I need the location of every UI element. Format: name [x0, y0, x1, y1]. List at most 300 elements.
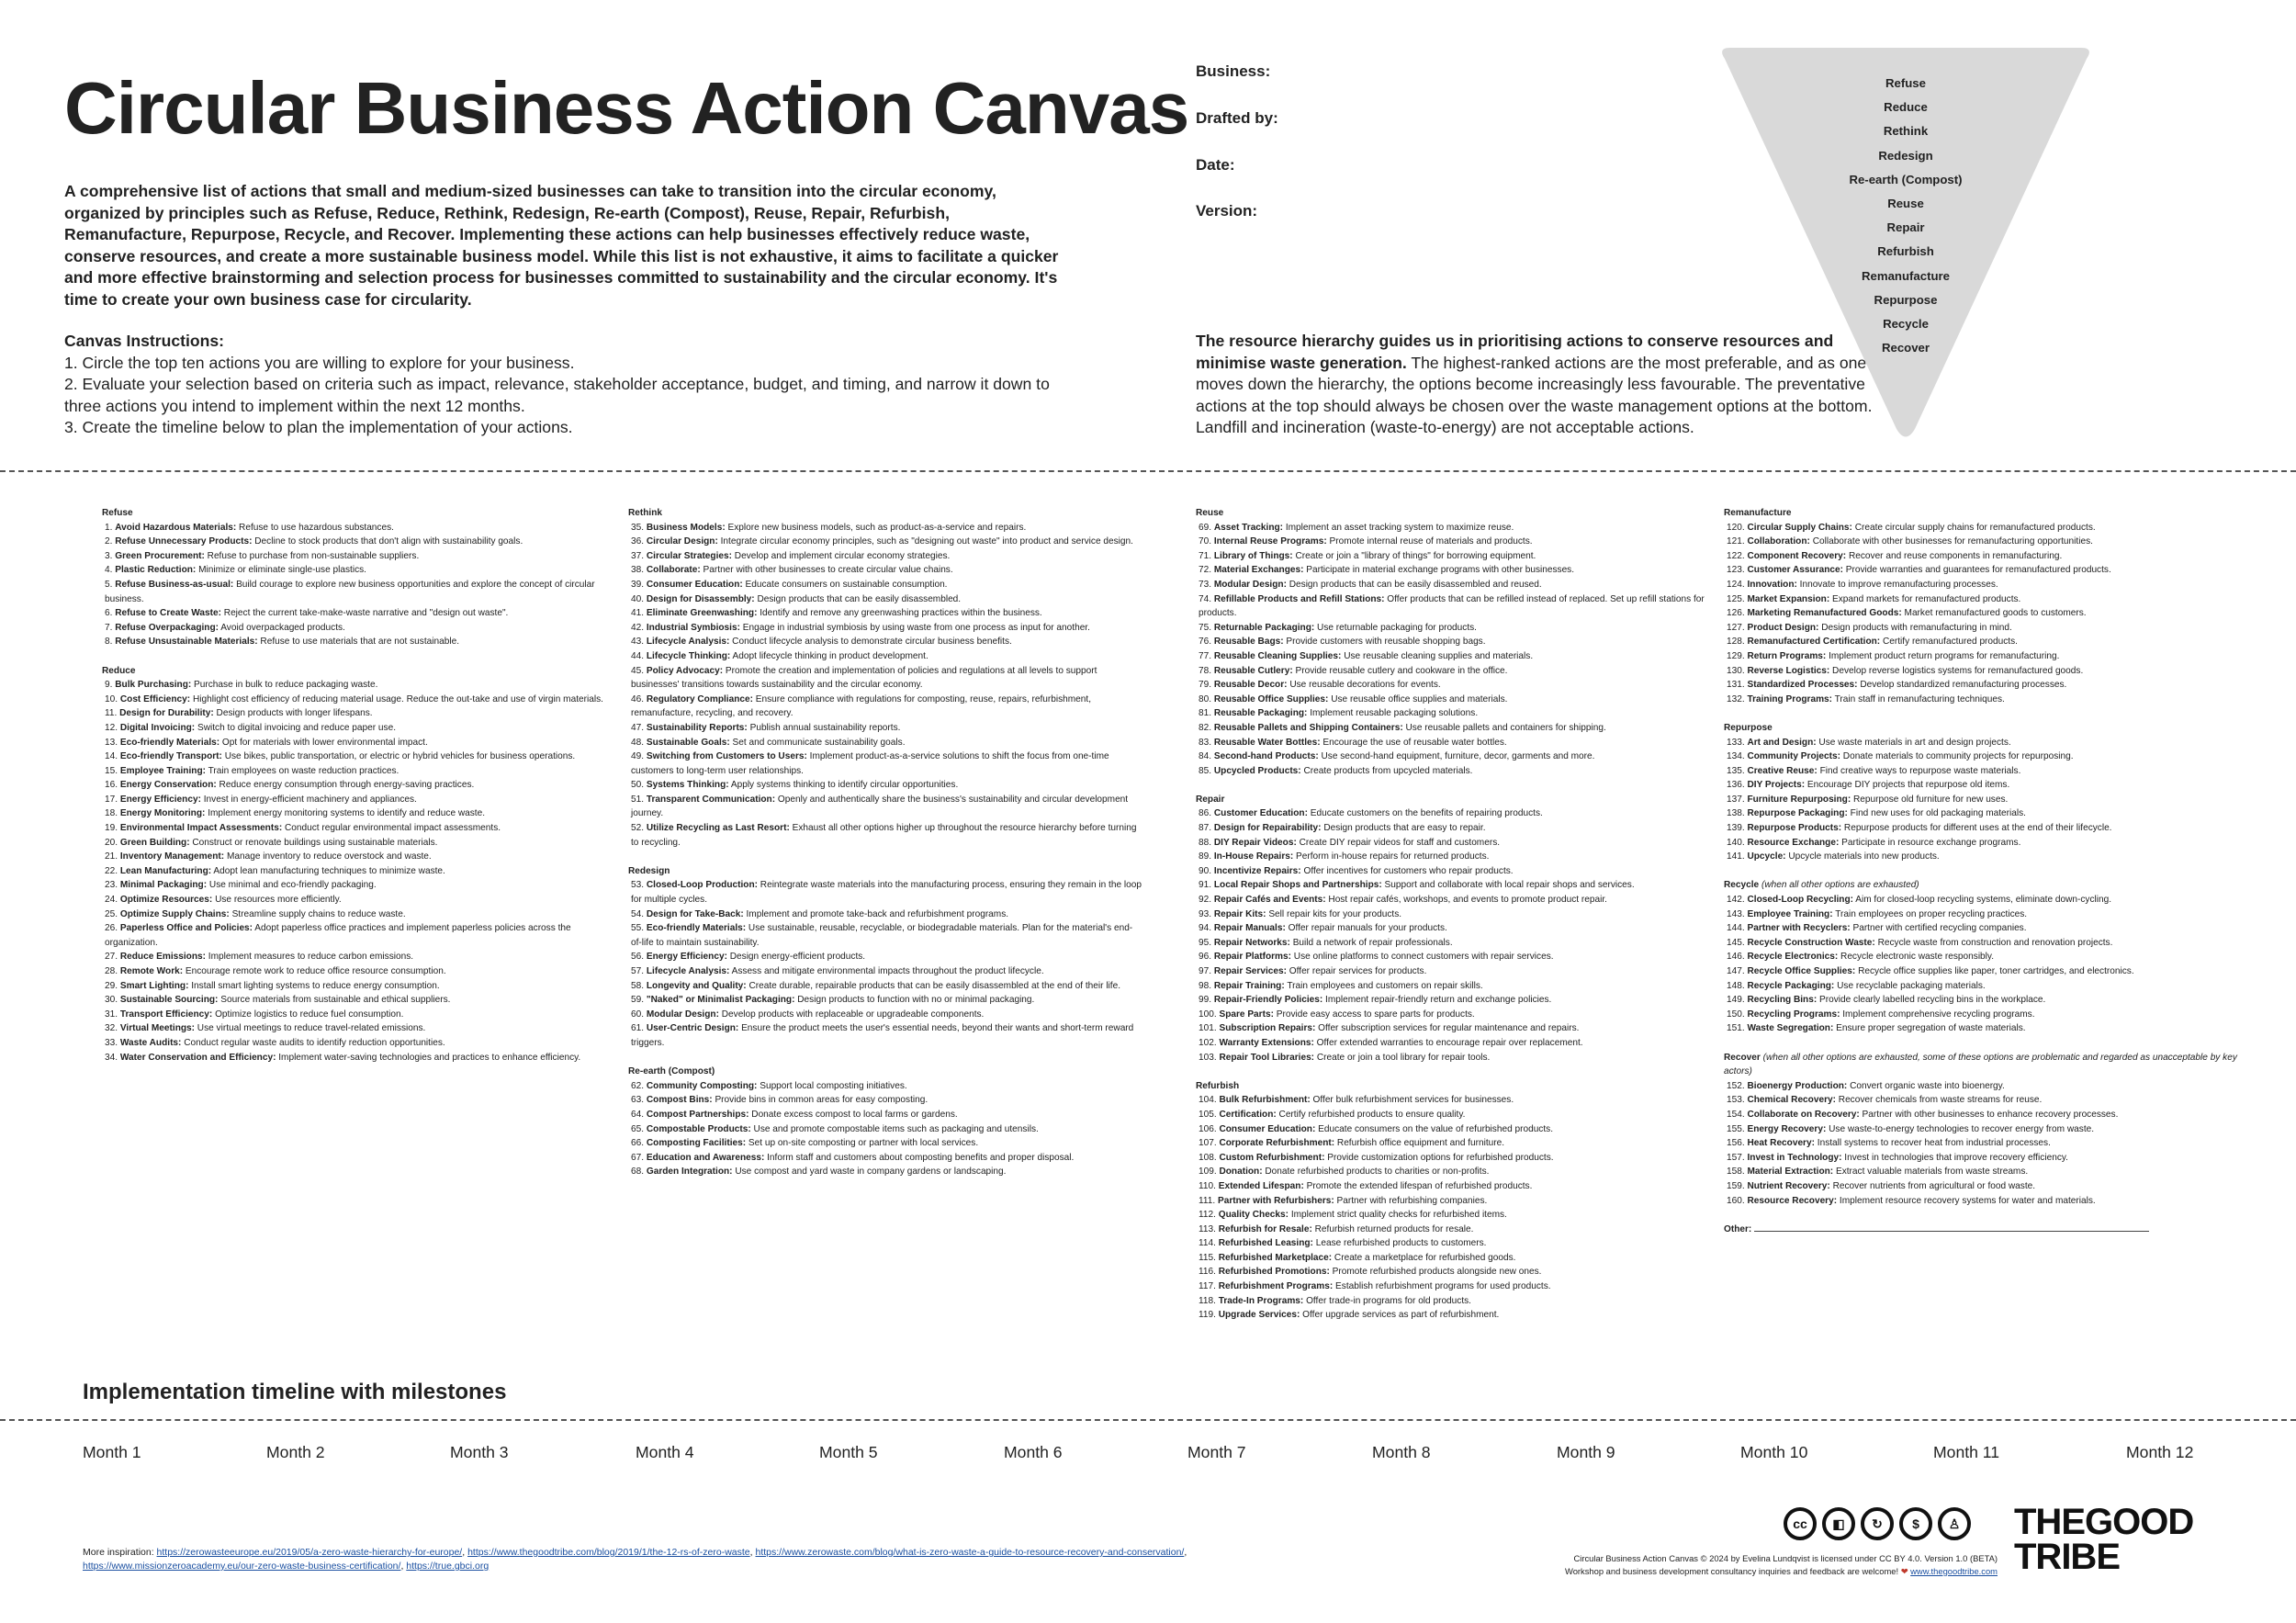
hierarchy-level: Refurbish: [1877, 244, 1934, 259]
action-item[interactable]: [1196, 1194, 1710, 1209]
action-item[interactable]: [628, 521, 1142, 535]
action-description: Ensure compliance with regulations for composting, reuse, repairs, refurbishment, remanufacture, recycling, and recovery.: [631, 693, 1092, 719]
action-item[interactable]: [1724, 950, 2238, 964]
section-title: Rethink: [628, 508, 663, 518]
action-number: 83.: [1199, 737, 1212, 748]
action-item[interactable]: [628, 993, 1142, 1008]
action-item[interactable]: [1196, 893, 1710, 907]
action-item[interactable]: [1196, 1151, 1710, 1166]
action-number: 113.: [1199, 1223, 1216, 1234]
action-item[interactable]: [102, 921, 616, 950]
action-name: User-Centric Design:: [646, 1023, 739, 1034]
action-item[interactable]: [1724, 979, 2238, 994]
action-description: Use waste materials in art and design projects.: [1816, 737, 2011, 748]
action-item[interactable]: [628, 592, 1142, 607]
action-item[interactable]: [1196, 821, 1710, 836]
action-item[interactable]: [628, 606, 1142, 621]
section-title: Reduce: [102, 665, 136, 676]
action-item[interactable]: [102, 864, 616, 879]
action-item[interactable]: [1196, 1021, 1710, 1036]
action-item[interactable]: [628, 1122, 1142, 1137]
section-gap: [1196, 1065, 1710, 1079]
action-item[interactable]: [1196, 1008, 1710, 1022]
action-item[interactable]: [1196, 621, 1710, 636]
business-label: Business:: [1196, 62, 1271, 80]
action-item[interactable]: [1196, 736, 1710, 750]
action-item[interactable]: [1196, 563, 1710, 578]
website-link[interactable]: www.thegoodtribe.com: [1910, 1565, 1998, 1576]
action-item[interactable]: [1196, 993, 1710, 1008]
action-number: 64.: [631, 1109, 645, 1120]
action-item[interactable]: [1724, 1136, 2238, 1151]
action-item[interactable]: [1196, 1036, 1710, 1051]
action-name: Virtual Meetings:: [119, 1023, 195, 1034]
action-item[interactable]: [1196, 1051, 1710, 1065]
action-item[interactable]: [1196, 1294, 1710, 1309]
action-description: Convert organic waste into bioenergy.: [1847, 1080, 2005, 1091]
action-item[interactable]: [102, 821, 616, 836]
action-item[interactable]: [1724, 806, 2238, 821]
action-number: 15.: [105, 765, 118, 776]
section-heading: [1724, 721, 2238, 736]
action-item[interactable]: [1724, 1079, 2238, 1094]
instruction-step: 2. Evaluate your selection based on criteria such as impact, relevance, stakeholder acceptance, budget, and timing, and narrow it down to three actions you intend to implement within the next 12 months.: [64, 375, 1050, 415]
action-description: Partner with other businesses to create circular value chains.: [700, 565, 953, 576]
action-description: Use online platforms to connect customers with repair services.: [1291, 952, 1554, 963]
action-item[interactable]: [1724, 693, 2238, 707]
action-item[interactable]: [1724, 1021, 2238, 1036]
action-item[interactable]: [102, 693, 616, 707]
action-item[interactable]: [1724, 678, 2238, 693]
action-name: Repair Networks:: [1213, 937, 1290, 948]
action-item[interactable]: [1196, 1093, 1710, 1108]
action-name: Refuse Business-as-usual:: [115, 579, 234, 590]
action-number: 48.: [631, 737, 645, 748]
more-inspiration-label: More inspiration:: [83, 1547, 157, 1558]
action-item[interactable]: [102, 1021, 616, 1036]
action-item[interactable]: [1196, 521, 1710, 535]
action-name: Eliminate Greenwashing:: [646, 608, 758, 619]
action-item[interactable]: [628, 793, 1142, 821]
action-item[interactable]: [1196, 979, 1710, 994]
action-number: 65.: [631, 1123, 645, 1134]
action-item[interactable]: [1196, 721, 1710, 736]
action-number: 8.: [105, 637, 113, 648]
action-item[interactable]: [1196, 635, 1710, 649]
action-number: 140.: [1727, 837, 1745, 848]
action-number: 42.: [631, 622, 645, 633]
action-item[interactable]: [102, 1008, 616, 1022]
action-item[interactable]: [628, 821, 1142, 850]
timeline-title: Implementation timeline with milestones: [83, 1380, 507, 1404]
action-item[interactable]: [102, 979, 616, 994]
action-item[interactable]: [102, 993, 616, 1008]
action-item[interactable]: [628, 736, 1142, 750]
action-number: 21.: [105, 851, 118, 862]
action-item[interactable]: [1724, 664, 2238, 679]
other-input-line[interactable]: [1754, 1223, 2149, 1232]
action-item[interactable]: [628, 878, 1142, 907]
action-number: 69.: [1199, 522, 1212, 533]
timeline-month: Month 6: [1004, 1443, 1063, 1461]
action-name: Resource Recovery:: [1747, 1195, 1838, 1206]
action-item[interactable]: [102, 606, 616, 621]
action-item[interactable]: [1724, 592, 2238, 607]
action-number: 5.: [105, 579, 113, 590]
action-item[interactable]: [628, 1093, 1142, 1108]
action-item[interactable]: [102, 850, 616, 864]
action-item[interactable]: [1724, 635, 2238, 649]
action-item[interactable]: [1724, 1151, 2238, 1166]
action-item[interactable]: [102, 621, 616, 636]
action-item[interactable]: [1724, 1179, 2238, 1194]
footer-link[interactable]: https://zerowasteeurope.eu/2019/05/a-zero-waste-hierarchy-for-europe/: [156, 1547, 463, 1558]
action-name: Business Models:: [646, 522, 726, 533]
action-name: Customer Assurance:: [1747, 565, 1843, 576]
action-item[interactable]: [628, 621, 1142, 636]
action-name: Design for Repairability:: [1213, 823, 1322, 834]
action-item[interactable]: [1724, 964, 2238, 979]
action-description: Adopt paperless office practices and implement paperless policies across the organization.: [105, 923, 571, 948]
action-item[interactable]: [1196, 706, 1710, 721]
action-item[interactable]: [102, 950, 616, 964]
action-number: 32.: [105, 1023, 118, 1034]
action-item[interactable]: [1196, 950, 1710, 964]
timeline-month: Month 3: [450, 1443, 509, 1461]
action-item[interactable]: [102, 549, 616, 564]
action-description: Implement an asset tracking system to maximize reuse.: [1283, 522, 1514, 533]
action-item[interactable]: [1196, 1223, 1710, 1237]
action-number: 144.: [1727, 923, 1745, 934]
hierarchy-level: Repurpose: [1874, 292, 1938, 307]
action-item[interactable]: [1724, 1194, 2238, 1209]
action-item[interactable]: [628, 964, 1142, 979]
action-item[interactable]: [628, 1079, 1142, 1094]
action-number: 101.: [1199, 1023, 1217, 1034]
action-item[interactable]: [1724, 1008, 2238, 1022]
action-item[interactable]: [1196, 750, 1710, 764]
action-item[interactable]: [1196, 936, 1710, 951]
action-description: Educate consumers on the value of refurbished products.: [1315, 1123, 1554, 1134]
action-item[interactable]: [1724, 563, 2238, 578]
action-item[interactable]: [1196, 850, 1710, 864]
action-number: 135.: [1727, 765, 1745, 776]
action-item[interactable]: [1196, 693, 1710, 707]
action-item[interactable]: [1724, 850, 2238, 864]
action-name: Employee Training:: [119, 765, 206, 776]
nc-icon: $: [1899, 1507, 1932, 1540]
action-number: 127.: [1727, 622, 1745, 633]
action-item[interactable]: [1196, 592, 1710, 621]
action-description: Refuse to use hazardous substances.: [236, 522, 394, 533]
action-item[interactable]: [1724, 764, 2238, 779]
action-item[interactable]: [1196, 864, 1710, 879]
action-name: Creative Reuse:: [1747, 765, 1818, 776]
action-name: Sustainable Goals:: [646, 737, 730, 748]
action-item[interactable]: [1724, 893, 2238, 907]
action-name: "Naked" or Minimalist Packaging:: [646, 995, 795, 1006]
action-name: Refurbishment Programs:: [1218, 1281, 1334, 1292]
action-item[interactable]: [1196, 578, 1710, 592]
action-item[interactable]: [102, 635, 616, 649]
action-item[interactable]: [628, 721, 1142, 736]
timeline-month: Month 11: [1933, 1443, 2000, 1461]
action-item[interactable]: [1724, 736, 2238, 750]
action-item[interactable]: [1724, 836, 2238, 851]
action-name: Repair Training:: [1213, 980, 1285, 991]
action-number: 31.: [105, 1009, 118, 1020]
action-name: Incentivize Repairs:: [1213, 865, 1301, 876]
action-name: Reverse Logistics:: [1747, 665, 1830, 676]
action-number: 155.: [1727, 1123, 1745, 1134]
action-name: Upcycle:: [1747, 851, 1786, 862]
action-name: Lifecycle Analysis:: [646, 637, 730, 648]
action-description: Conduct regular environmental impact assessments.: [282, 823, 501, 834]
actions-column: [1196, 506, 1710, 1323]
action-item[interactable]: [1196, 1251, 1710, 1266]
action-item[interactable]: [102, 907, 616, 922]
action-item[interactable]: [1724, 907, 2238, 922]
action-item[interactable]: [1196, 1265, 1710, 1279]
action-description: Design energy-efficient products.: [726, 952, 866, 963]
action-description: Implement strict quality checks for refurbished items.: [1289, 1210, 1507, 1221]
section-gap: [102, 649, 616, 664]
action-number: 150.: [1727, 1009, 1745, 1020]
action-item[interactable]: [102, 778, 616, 793]
action-item[interactable]: [102, 793, 616, 807]
action-number: 84.: [1199, 751, 1212, 762]
action-item[interactable]: [1724, 821, 2238, 836]
action-item[interactable]: [1196, 1236, 1710, 1251]
action-item[interactable]: [1724, 936, 2238, 951]
action-description: Identify and remove any greenwashing practices within the business.: [757, 608, 1042, 619]
action-item[interactable]: [1196, 664, 1710, 679]
action-name: Heat Recovery:: [1747, 1138, 1815, 1149]
action-item[interactable]: [628, 750, 1142, 778]
action-item[interactable]: [1196, 964, 1710, 979]
action-item[interactable]: [102, 750, 616, 764]
action-number: 109.: [1199, 1167, 1217, 1178]
action-item[interactable]: [1724, 521, 2238, 535]
action-item[interactable]: [628, 635, 1142, 649]
action-item[interactable]: [1196, 1308, 1710, 1323]
action-item[interactable]: [1196, 806, 1710, 821]
action-number: 57.: [631, 966, 645, 976]
action-item[interactable]: [1196, 1122, 1710, 1137]
action-name: Component Recovery:: [1747, 550, 1847, 561]
action-item[interactable]: [102, 535, 616, 549]
action-description: Ensure proper segregation of waste materials.: [1833, 1023, 2026, 1034]
action-item[interactable]: [102, 578, 616, 606]
action-number: 33.: [105, 1037, 118, 1048]
person-icon: ♙: [1938, 1507, 1971, 1540]
action-item[interactable]: [1724, 750, 2238, 764]
action-name: Longevity and Quality:: [646, 980, 747, 991]
action-number: 40.: [631, 593, 645, 604]
action-item[interactable]: [1196, 1165, 1710, 1179]
action-item[interactable]: [628, 535, 1142, 549]
action-item[interactable]: [102, 1036, 616, 1051]
timeline-month: Month 8: [1372, 1443, 1431, 1461]
action-description: Create or join a "library of things" for borrowing equipment.: [1292, 550, 1536, 561]
action-item[interactable]: [628, 1151, 1142, 1166]
action-item[interactable]: [1196, 878, 1710, 893]
action-description: Collaborate with other businesses for remanufacturing opportunities.: [1809, 536, 2093, 547]
action-item[interactable]: [102, 563, 616, 578]
action-description: Inform staff and customers about composting benefits and proper disposal.: [764, 1152, 1075, 1163]
action-description: Develop reverse logistics systems for remanufactured goods.: [1829, 665, 2084, 676]
action-item[interactable]: [1196, 1179, 1710, 1194]
action-item[interactable]: [628, 1008, 1142, 1022]
action-item[interactable]: [628, 578, 1142, 592]
action-item[interactable]: [1196, 1108, 1710, 1122]
action-description: Donate refurbished products to charities or non-profits.: [1262, 1167, 1490, 1178]
action-item[interactable]: [1724, 993, 2238, 1008]
action-item[interactable]: [102, 878, 616, 893]
action-item[interactable]: [1724, 921, 2238, 936]
action-description: Decline to stock products that don't align with sustainability goals.: [252, 536, 523, 547]
action-item[interactable]: [102, 1051, 616, 1065]
action-item[interactable]: [102, 706, 616, 721]
action-description: Create durable, repairable products that can be easily disassembled at the end of their life.: [746, 980, 1121, 991]
action-name: Composting Facilities:: [646, 1138, 747, 1149]
action-number: 100.: [1199, 1009, 1217, 1020]
section-title: Recover: [1724, 1052, 1761, 1063]
action-item[interactable]: [1724, 535, 2238, 549]
action-item[interactable]: [1724, 1093, 2238, 1108]
action-description: Opt for materials with lower environmental impact.: [219, 737, 428, 748]
action-item[interactable]: [1196, 1279, 1710, 1294]
action-item[interactable]: [628, 979, 1142, 994]
action-item[interactable]: [1196, 649, 1710, 664]
action-item[interactable]: [1196, 678, 1710, 693]
action-item[interactable]: [102, 764, 616, 779]
action-item[interactable]: [1196, 764, 1710, 779]
action-number: 23.: [105, 880, 118, 891]
action-item[interactable]: [628, 1021, 1142, 1050]
action-item[interactable]: [102, 806, 616, 821]
action-item[interactable]: [628, 563, 1142, 578]
action-description: Openly and authentically share the business's sustainability and circular development journey.: [631, 794, 1129, 819]
action-name: Repurpose Products:: [1747, 823, 1842, 834]
action-item[interactable]: [1724, 606, 2238, 621]
footer-link[interactable]: https://true.gbci.org: [406, 1561, 490, 1572]
action-item[interactable]: [628, 907, 1142, 922]
section-heading: [1724, 878, 2238, 893]
action-item[interactable]: [628, 1108, 1142, 1122]
action-item[interactable]: [1196, 1208, 1710, 1223]
action-item[interactable]: [628, 693, 1142, 721]
instructions-heading: Canvas Instructions:: [64, 332, 225, 350]
action-number: 149.: [1727, 995, 1745, 1006]
action-number: 76.: [1199, 637, 1212, 648]
action-name: Refurbish for Resale:: [1218, 1223, 1312, 1234]
action-item[interactable]: [628, 1165, 1142, 1179]
action-description: Market remanufactured goods to customers.: [1901, 608, 2087, 619]
action-description: Switch to digital invoicing and reduce paper use.: [195, 722, 397, 733]
action-number: 29.: [105, 980, 118, 991]
action-description: Partner with other businesses to enhance recovery processes.: [1859, 1109, 2119, 1120]
action-item[interactable]: [102, 964, 616, 979]
action-item[interactable]: [628, 664, 1142, 693]
action-item[interactable]: [102, 521, 616, 535]
action-item[interactable]: [1724, 778, 2238, 793]
action-name: Product Design:: [1747, 622, 1819, 633]
action-item[interactable]: [1724, 621, 2238, 636]
action-description: Manage inventory to reduce overstock and waste.: [224, 851, 432, 862]
action-item[interactable]: [628, 778, 1142, 793]
action-name: Repair Manuals:: [1213, 923, 1286, 934]
action-item[interactable]: [628, 950, 1142, 964]
hierarchy-level: Repair: [1886, 220, 1925, 235]
action-item[interactable]: [1196, 836, 1710, 851]
action-item[interactable]: [1196, 921, 1710, 936]
action-item[interactable]: [102, 893, 616, 907]
action-number: 68.: [631, 1167, 645, 1178]
action-number: 51.: [631, 794, 645, 805]
action-name: Reusable Pallets and Shipping Containers:: [1213, 722, 1403, 733]
action-name: Reusable Decor:: [1213, 680, 1288, 691]
action-description: Exhaust all other options higher up throughout the resource hierarchy before turning to recycling.: [631, 823, 1137, 848]
action-item[interactable]: [628, 649, 1142, 664]
action-item[interactable]: [1724, 793, 2238, 807]
action-name: Bioenergy Production:: [1747, 1080, 1848, 1091]
hierarchy-level: Reduce: [1884, 100, 1928, 115]
action-name: Repurpose Packaging:: [1747, 808, 1848, 819]
contact-line: [1378, 1565, 1998, 1578]
footer-link[interactable]: https://www.zerowaste.com/blog/what-is-zero-waste-a-guide-to-resource-recovery-and-conservation/: [755, 1547, 1185, 1558]
other-field[interactable]: [1724, 1223, 2238, 1237]
action-number: 30.: [105, 995, 118, 1006]
action-description: Reduce energy consumption through energy-saving practices.: [216, 780, 475, 791]
action-item[interactable]: [628, 1136, 1142, 1151]
action-item[interactable]: [1724, 1108, 2238, 1122]
footer-link[interactable]: https://www.missionzeroacademy.eu/our-zero-waste-business-certification/: [83, 1561, 401, 1572]
action-item[interactable]: [102, 678, 616, 693]
action-item[interactable]: [1196, 907, 1710, 922]
action-number: 129.: [1727, 650, 1745, 661]
action-item[interactable]: [1724, 1165, 2238, 1179]
action-item[interactable]: [1724, 649, 2238, 664]
action-number: 13.: [105, 737, 118, 748]
action-item[interactable]: [102, 736, 616, 750]
action-item[interactable]: [102, 721, 616, 736]
action-number: 99.: [1199, 995, 1212, 1006]
action-item[interactable]: [1724, 578, 2238, 592]
action-number: 19.: [105, 823, 118, 834]
action-description: Minimize or eliminate single-use plastics.: [196, 565, 366, 576]
action-item[interactable]: [628, 921, 1142, 950]
action-description: Avoid overpackaged products.: [219, 622, 345, 633]
action-number: 133.: [1727, 737, 1745, 748]
action-name: Energy Recovery:: [1747, 1123, 1827, 1134]
action-number: 35.: [631, 522, 645, 533]
action-description: Perform in-house repairs for returned products.: [1293, 851, 1490, 862]
action-item[interactable]: [1724, 549, 2238, 564]
action-number: 75.: [1199, 622, 1212, 633]
action-name: Collaboration:: [1747, 536, 1810, 547]
action-item[interactable]: [1724, 1122, 2238, 1137]
action-item[interactable]: [628, 549, 1142, 564]
action-item[interactable]: [1196, 1136, 1710, 1151]
action-item[interactable]: [102, 836, 616, 851]
section-heading: [628, 506, 1142, 521]
action-item[interactable]: [1196, 535, 1710, 549]
footer-link[interactable]: https://www.thegoodtribe.com/blog/2019/1/the-12-rs-of-zero-waste: [467, 1547, 750, 1558]
action-number: 137.: [1727, 794, 1745, 805]
action-item[interactable]: [1196, 549, 1710, 564]
action-name: Eco-friendly Transport:: [119, 751, 222, 762]
